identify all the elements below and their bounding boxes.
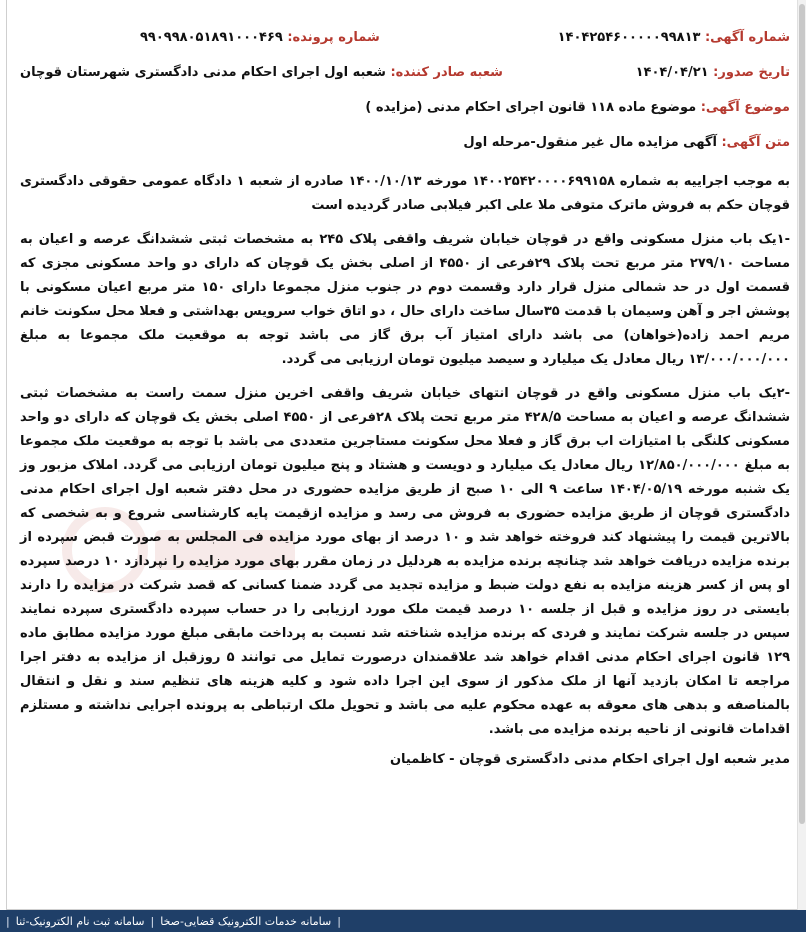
header-row-1 xyxy=(20,30,790,45)
scrollbar-thumb[interactable] xyxy=(799,4,805,824)
footer-separator: | xyxy=(150,914,155,928)
notice-body xyxy=(20,170,790,742)
footer-separator: | xyxy=(6,914,10,928)
subject-value: موضوع ماده ۱۱۸ قانون اجرای احکام مدنی (مزایده ) xyxy=(365,100,697,115)
issue-date-value: ۱۴۰۴/۰۴/۲۱ xyxy=(635,65,709,80)
body-paragraph-3: -۲یک باب منزل مسکونی واقع در قوچان انتهای خیابان شریف واقفی اخرین منزل سمت راست به مشخصات ثبتی ششدانگ عرصه و اعیان به مساحت ۴۲۸/۵ متر مربع تحت پلاک ۲۸فرعی از ۴۵۵۰ اصلی بخش یک قوچان که دارای دو واحد مسکونی کلنگی با امتیازات اب برق گاز و فعلا محل سکونت مستاجرین متعددی می باشد با توجه به موقعیت ملک مجموعا به مبلغ ۱۲/۸۵۰/۰۰۰/۰۰۰ ریال معادل یک میلیارد و دویست و هشتاد و پنج میلیون تومان ارزیابی می گردد. املاک مزبور وز یک شنبه مورخه ۱۴۰۴/۰۵/۱۹ ساعت ۹ الی ۱۰ صبح از طریق مزایده حضوری در محل دفتر شعبه اول اجرای احکام مدنی دادگستری قوچان از طریق مزایده حضوری به فروش می رسد و مزایده ازقیمت پایه کارشناسی شروع و به شخصی که بالاترین قیمت را پیشنهاد کند فروخته خواهد شد و ۱۰ درصد از بهای مورد مزایده فی المجلس به صورت قبض سپرده از برنده مزایده دریافت خواهد شد چنانچه برنده مزایده به هردلیل در زمان مقرر بهای مورد مزایده را نپردازد ۱۰ درصد سپرده او پس از کسر هزینه مزایده به نفع دولت ضبط و مزایده تجدید می گردد ضمنا کسانی که قصد شرکت در مزایده را دارند بایستی در روز مزایده و قبل از جلسه ۱۰ درصد قیمت ملک مورد ارزیابی را در حساب سپرده دادگستری سپرده نمایند سپس در جلسه شرکت نمایند و فردی که برنده مزایده شناخته شد نسبت به پرداخت مابقی مبلغ مورد مزایده مطابق ماده ۱۲۹ قانون اجرای احکام مدنی اقدام خواهد شد علاقمندان درصورت تمایل می توانند ۵ روزقبل از مزایده به دفتر اجرا مراجعه تا امکان بازدید آنها از ملک مذکور از سوی این اجرا داده شود و کلیه هزینه های تنظیم سند و نقل و انتقال بالمناصفه و بدهی های معوقه به عهده محکوم علیه می باشد و تحویل ملک ارتباطی به پرونده اجرایی نداشته و مستلزم اقدامات قانونی از ناحیه برنده مزایده می باشد. xyxy=(20,386,791,737)
text-title-value: آگهی مزایده مال غیر منقول-مرحله اول xyxy=(463,135,717,150)
text-title-label: متن آگهی: xyxy=(721,135,790,150)
case-number-value: ۹۹۰۹۹۸۰۵۱۸۹۱۰۰۰۴۶۹ xyxy=(140,30,283,45)
subject-label: موضوع آگهی: xyxy=(700,100,790,115)
issue-date-label: تاریخ صدور: xyxy=(713,65,790,80)
case-number xyxy=(140,30,380,45)
footer-bar xyxy=(0,910,806,932)
notice-content xyxy=(20,30,790,767)
body-paragraph-1: به موجب اجراییه به شماره ۱۴۰۰۲۵۴۲۰۰۰۰۶۹۹۱۵۸ مورخه ۱۴۰۰/۱۰/۱۳ صادره از شعبه ۱ دادگاه عمومی حقوقی دادگستری قوچان حکم به فروش ماترک متوفی ملا علی اکبر فیلابی صادر گردیده است xyxy=(20,174,790,213)
scrollbar[interactable] xyxy=(797,0,806,910)
ad-number-label: شماره آگهی: xyxy=(704,30,790,45)
signature: مدیر شعبه اول اجرای احکام مدنی دادگستری قوچان - کاظمیان xyxy=(389,752,790,767)
footer-link-sana[interactable]: سامانه ثبت نام الکترونیک-ثنا xyxy=(15,914,145,928)
issue-date xyxy=(636,65,790,80)
case-number-label: شماره پرونده: xyxy=(287,30,380,45)
ad-number xyxy=(558,30,790,45)
header-row-2 xyxy=(20,65,790,80)
footer-separator: | xyxy=(337,914,341,928)
text-title xyxy=(20,135,790,150)
issuer-label: شعبه صادر کننده: xyxy=(390,65,503,80)
issuer xyxy=(20,65,503,80)
body-paragraph-2: -۱یک باب منزل مسکونی واقع در قوچان خیابان شریف واقفی پلاک ۲۴۵ به مشخصات ثبتی ششدانگ عرصه و اعیان به مساحت ۲۷۹/۱۰ متر مربع تحت پلاک ۲۹فرعی از ۴۵۵۰ از اصلی بخش یک قوچان که دارای دو واحد مسکونی مجزی که قسمت اول در حد شمالی منزل قرار دارد وقسمت دوم در جنوب منزل مجموعا دارای ۱۵۰ متر مربع اعیان مسکونی با پوشش اجر و آهن وسیمان با قدمت ۳۵سال ساخت دارای حال ، دو اتاق خواب سرویس بهداشتی و فعلا محل سکونت خانم مریم احمد زاده(خواهان) می باشد دارای امتیاز آب برق گاز می باشد توجه به موقعیت ملک مجموعا به مبلغ ۱۳/۰۰۰/۰۰۰/۰۰۰ ریال معادل یک میلیارد و سیصد میلیون تومان ارزیابی می گردد. xyxy=(20,232,791,367)
ad-number-value: ۱۴۰۴۲۵۴۶۰۰۰۰۰۹۹۸۱۳ xyxy=(557,30,701,45)
footer-link-sakha[interactable]: سامانه خدمات الکترونیک قضایی-صخا xyxy=(160,914,332,928)
subject xyxy=(20,100,790,115)
issuer-value: شعبه اول اجرای احکام مدنی دادگستری شهرستان قوچان xyxy=(20,65,386,80)
